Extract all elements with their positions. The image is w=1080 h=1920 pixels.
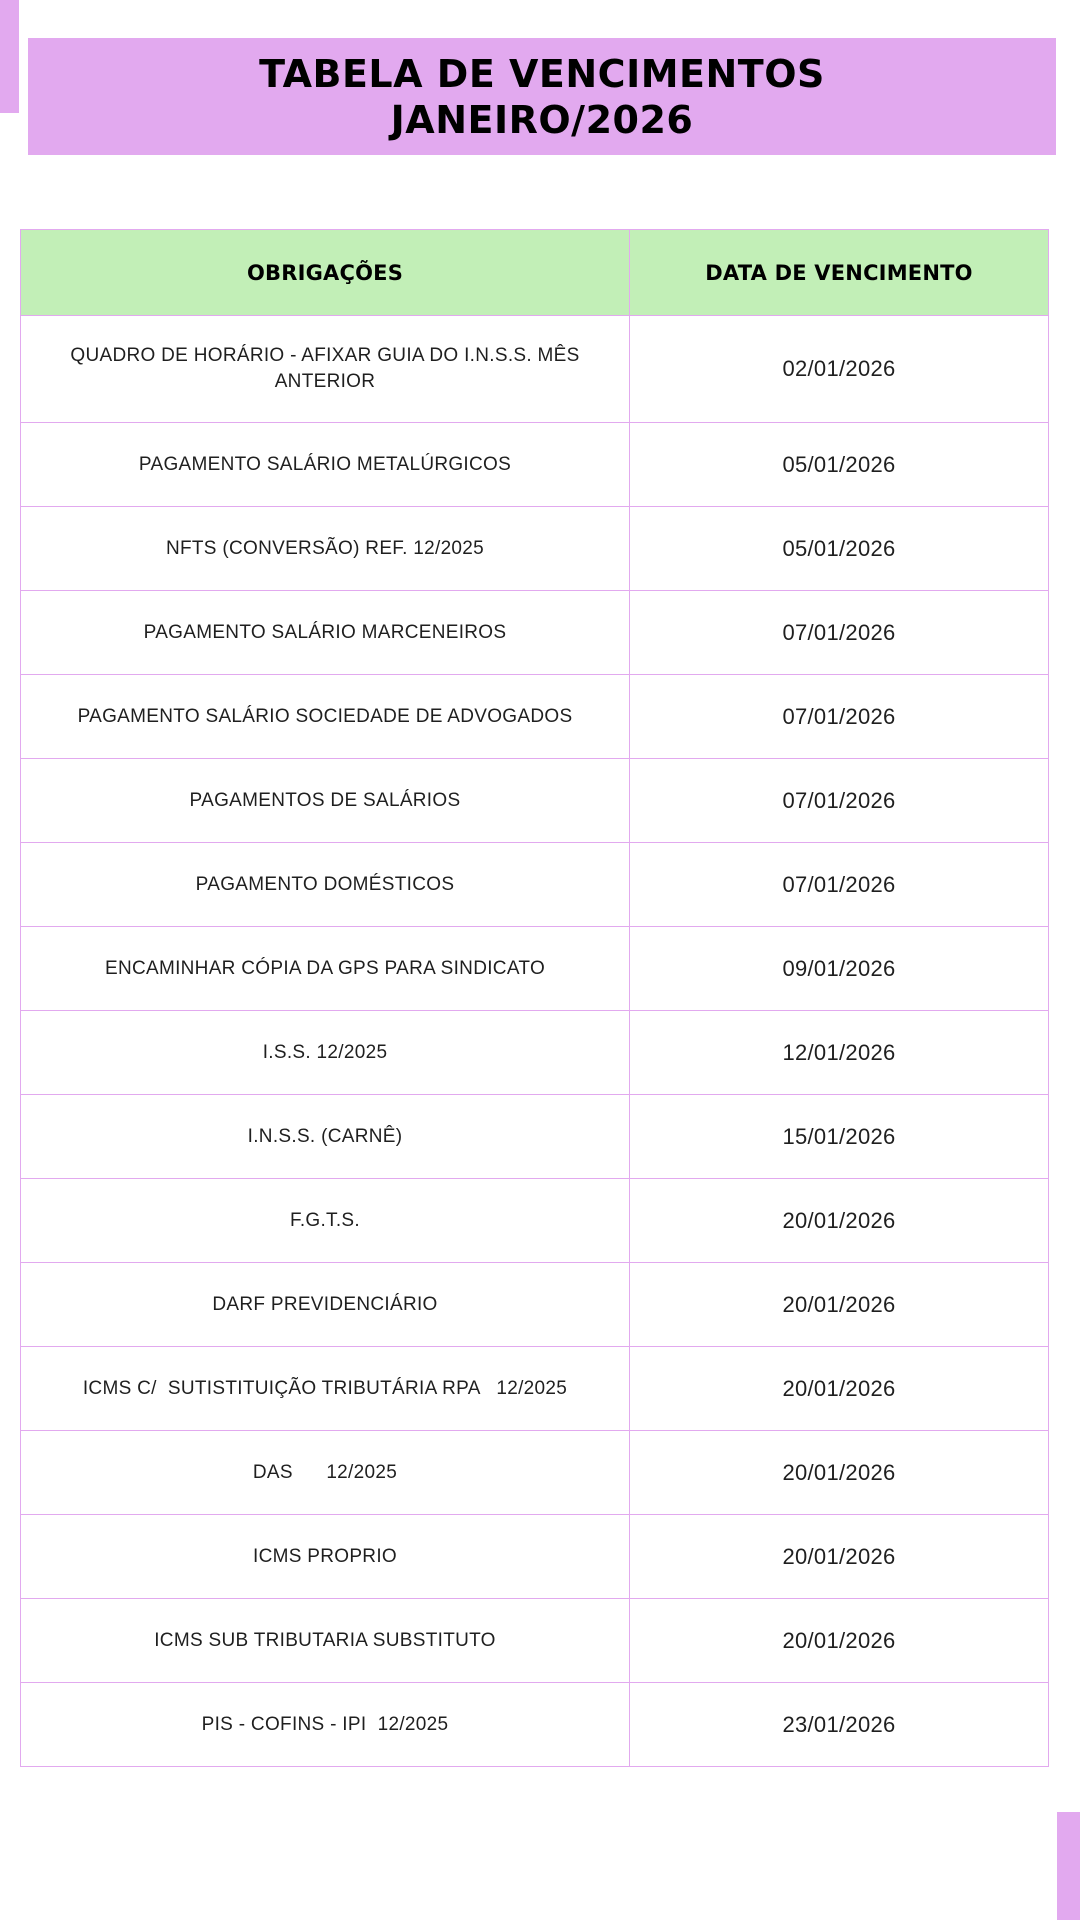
table-row [21,843,1049,927]
due-date-cell: 20/01/2026 [630,1431,1049,1515]
table-row [21,423,1049,507]
table-row [21,1431,1049,1515]
due-date-cell: 20/01/2026 [630,1263,1049,1347]
due-date-cell: 02/01/2026 [630,316,1049,423]
table-row [21,1011,1049,1095]
table-row [21,1515,1049,1599]
table-row [21,927,1049,1011]
table-row [21,591,1049,675]
due-date-cell: 20/01/2026 [630,1515,1049,1599]
due-dates-table [20,229,1049,1767]
column-header-due-date: DATA DE VENCIMENTO [630,230,1049,316]
obligation-cell: PAGAMENTO SALÁRIO METALÚRGICOS [21,423,630,507]
obligation-cell: PAGAMENTO SALÁRIO SOCIEDADE DE ADVOGADOS [21,675,630,759]
due-date-cell: 07/01/2026 [630,591,1049,675]
due-date-cell: 23/01/2026 [630,1683,1049,1767]
due-date-cell: 05/01/2026 [630,507,1049,591]
decorative-accent-bottom-right [1057,1812,1080,1920]
table-row [21,1179,1049,1263]
obligation-cell: DARF PREVIDENCIÁRIO [21,1263,630,1347]
obligation-cell: F.G.T.S. [21,1179,630,1263]
obligation-cell: I.N.S.S. (CARNÊ) [21,1095,630,1179]
title-banner [28,38,1056,155]
obligation-cell: ICMS SUB TRIBUTARIA SUBSTITUTO [21,1599,630,1683]
page-title: TABELA DE VENCIMENTOS [259,51,825,96]
table-row [21,759,1049,843]
due-date-cell: 20/01/2026 [630,1347,1049,1431]
obligation-cell: I.S.S. 12/2025 [21,1011,630,1095]
table-row [21,1683,1049,1767]
obligation-cell: PIS - COFINS - IPI 12/2025 [21,1683,630,1767]
table-row [21,1347,1049,1431]
decorative-accent-top-left [0,0,19,113]
table-header-row [21,230,1049,316]
due-date-cell: 20/01/2026 [630,1599,1049,1683]
table-row [21,1263,1049,1347]
obligation-cell: PAGAMENTO SALÁRIO MARCENEIROS [21,591,630,675]
obligation-cell: DAS 12/2025 [21,1431,630,1515]
due-date-cell: 12/01/2026 [630,1011,1049,1095]
column-header-obligation: OBRIGAÇÕES [21,230,630,316]
due-date-cell: 15/01/2026 [630,1095,1049,1179]
obligation-cell: ICMS PROPRIO [21,1515,630,1599]
due-date-cell: 07/01/2026 [630,759,1049,843]
obligation-cell: ICMS C/ SUTISTITUIÇÃO TRIBUTÁRIA RPA 12/2025 [21,1347,630,1431]
obligation-cell: PAGAMENTO DOMÉSTICOS [21,843,630,927]
obligation-cell: ENCAMINHAR CÓPIA DA GPS PARA SINDICATO [21,927,630,1011]
obligation-cell: NFTS (CONVERSÃO) REF. 12/2025 [21,507,630,591]
table-row [21,1095,1049,1179]
page-subtitle: JANEIRO/2026 [390,97,694,142]
due-date-cell: 07/01/2026 [630,843,1049,927]
table-row [21,316,1049,423]
table-row [21,675,1049,759]
due-date-cell: 07/01/2026 [630,675,1049,759]
due-date-cell: 09/01/2026 [630,927,1049,1011]
due-date-cell: 05/01/2026 [630,423,1049,507]
due-date-cell: 20/01/2026 [630,1179,1049,1263]
table-row [21,507,1049,591]
obligation-cell: QUADRO DE HORÁRIO - AFIXAR GUIA DO I.N.S.S. MÊS ANTERIOR [21,316,630,423]
table-row [21,1599,1049,1683]
obligation-cell: PAGAMENTOS DE SALÁRIOS [21,759,630,843]
